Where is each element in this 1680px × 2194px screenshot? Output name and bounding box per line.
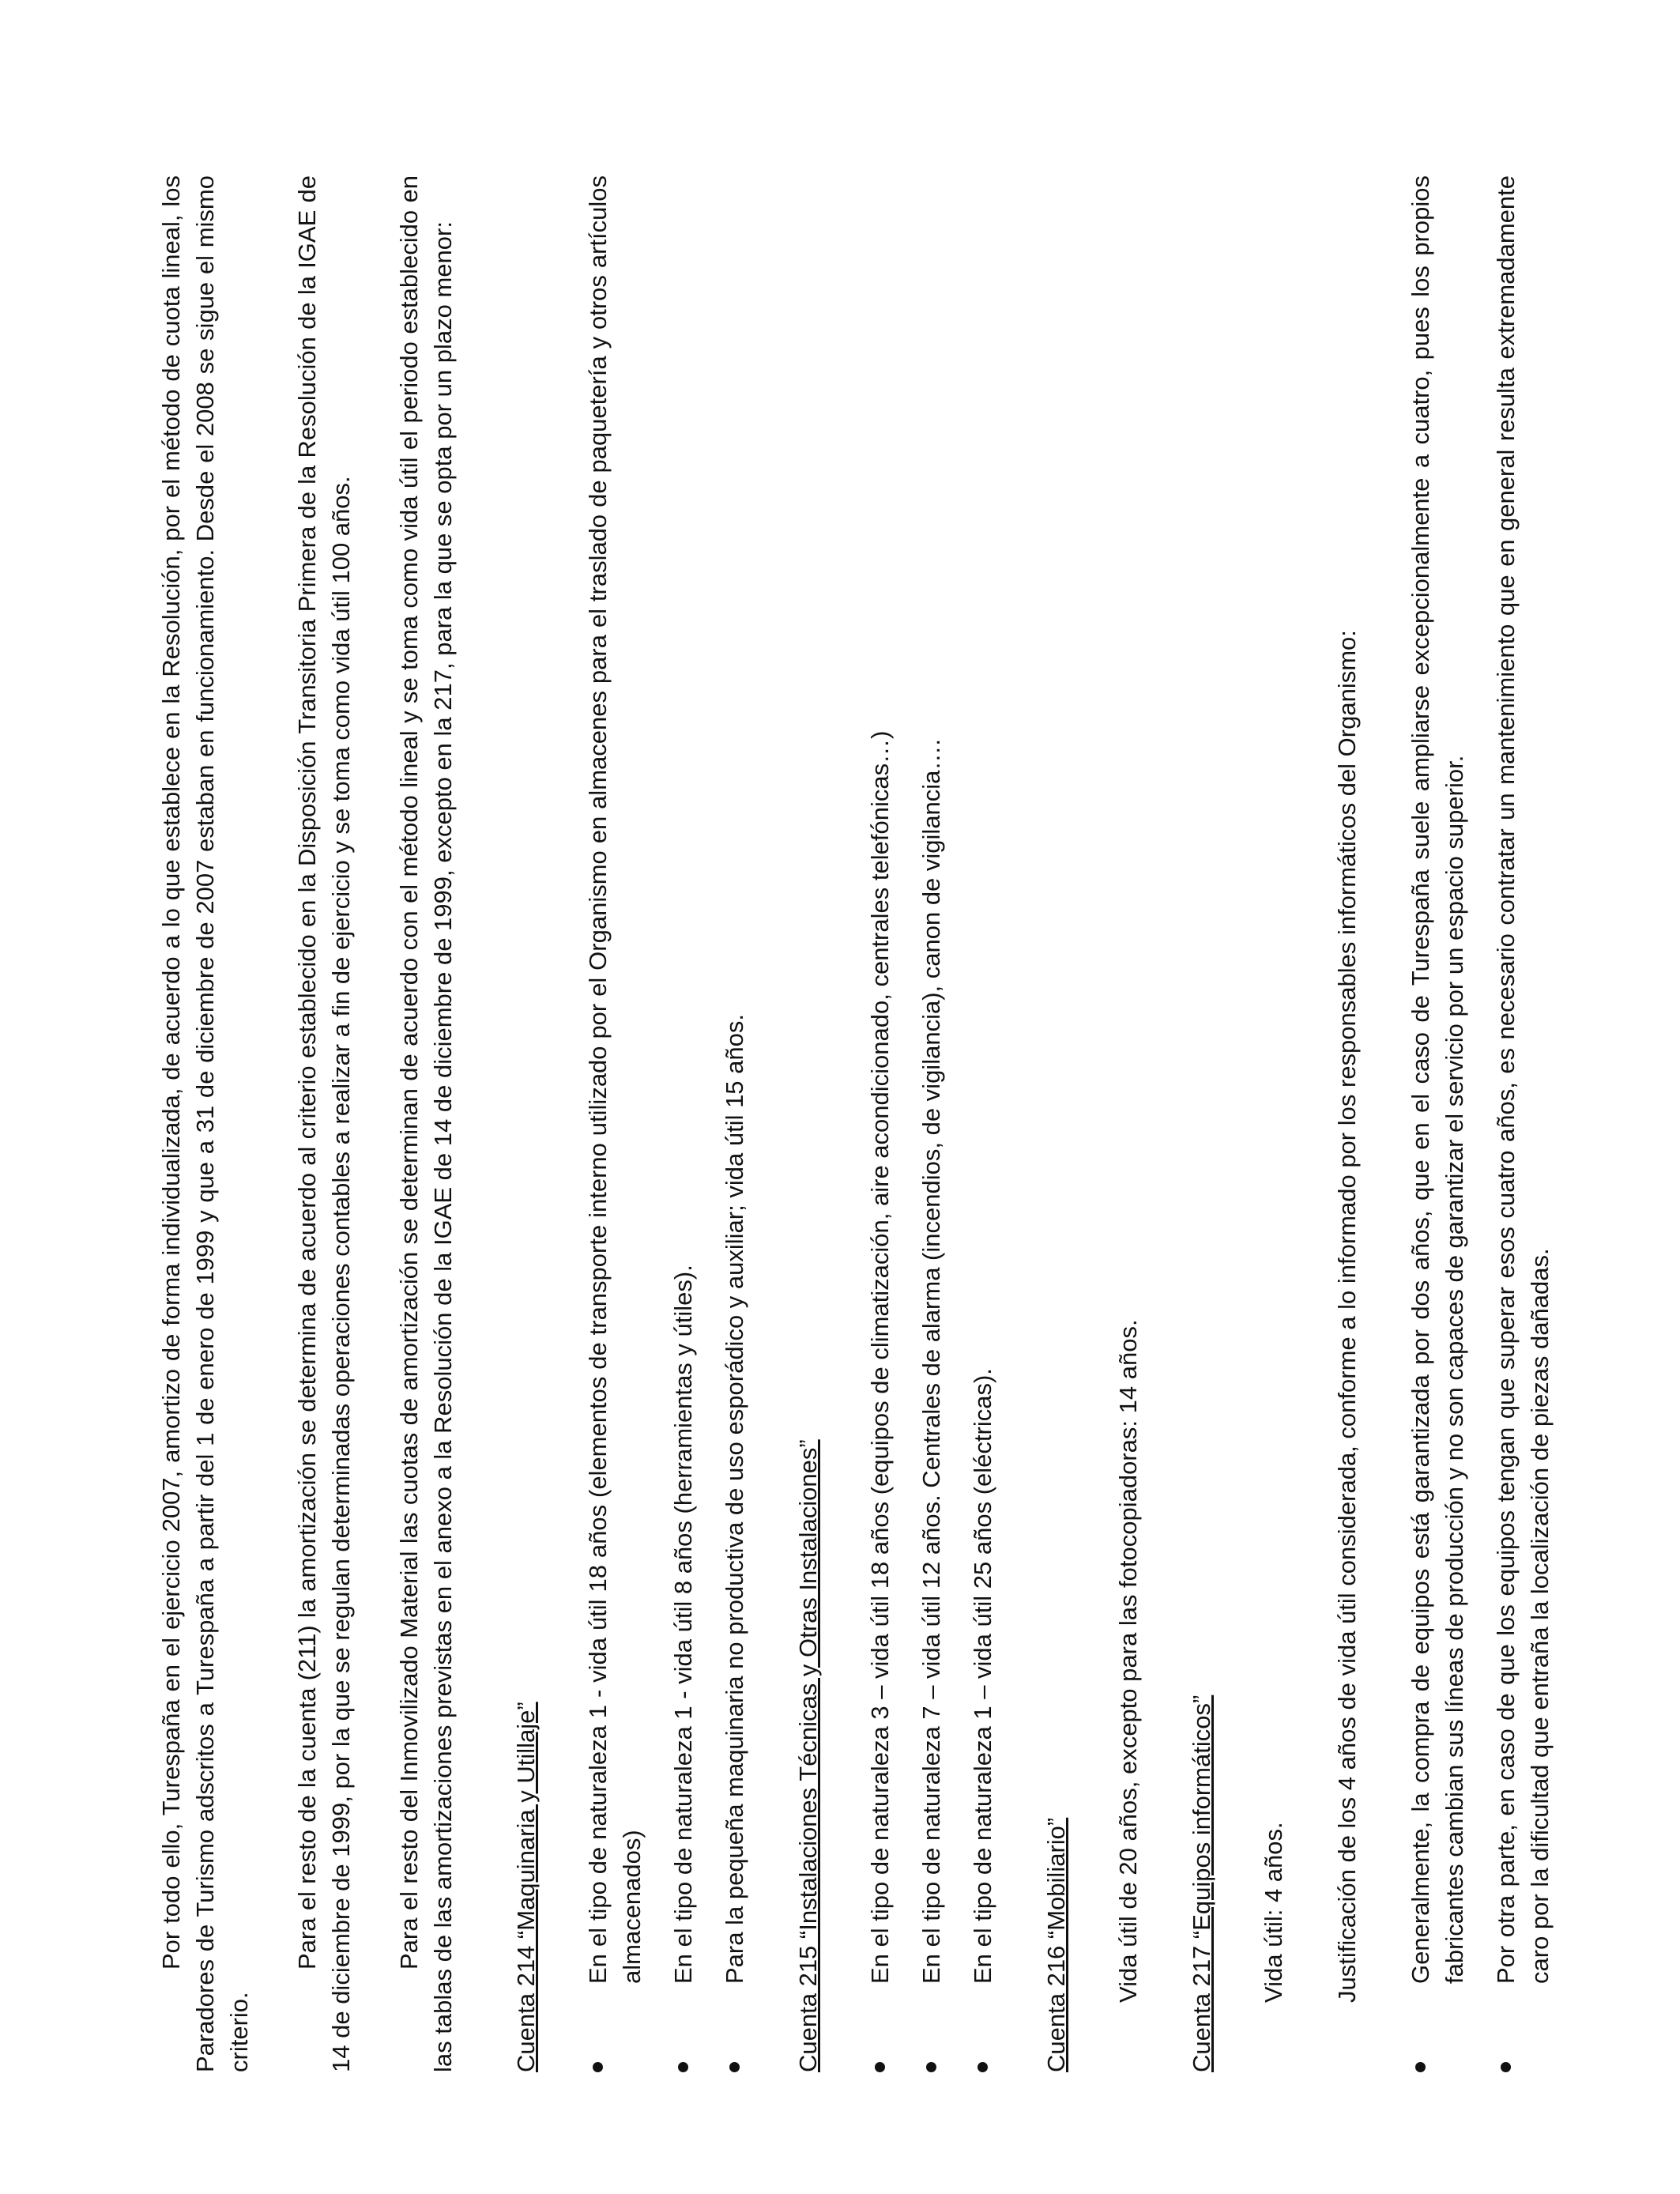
list-item: [966, 175, 1000, 2072]
list-item: [914, 175, 948, 2072]
paragraph-paradores-amortization: Por todo ello, Turespaña en el ejercicio 2007, amortizo de forma individualizada, de acuerdo a lo que establece en la Resolución, por el método de cuota lineal, los Paradores de Turismo adscritos a Turespaña a partir del 1 de enero de 1999 y que a 31 de diciembre de 2007 estaban en funcionamiento. Desde el 2008 se sigue el mismo criterio.: [157, 175, 253, 2072]
heading-cuenta-216: Cuenta 216 “Mobiliario”: [1042, 1817, 1070, 2072]
document-body: [154, 175, 1596, 2072]
list-item-text: En el tipo de naturaleza 1 - vida útil 8 años (herramientas y útiles).: [669, 1265, 697, 1984]
list-item: [1489, 175, 1557, 2072]
heading-cuenta-215: Cuenta 215 “Instalaciones Técnicas y Otras Instalaciones”: [794, 1439, 822, 2072]
list-item-text: Para la pequeña maquinaria no productiva de uso esporádico y auxiliar; vida útil 15 años.: [721, 1014, 748, 1984]
list-item: [1403, 175, 1471, 2072]
heading-cuenta-217: Cuenta 217 “Equipos informáticos”: [1188, 1695, 1215, 2072]
heading-cuenta-214: Cuenta 214 “Maquinaria y Utillaje”: [512, 1702, 540, 2072]
bullet-icon: [1415, 2062, 1426, 2072]
list-item-text: En el tipo de naturaleza 3 – vida útil 18 años (equipos de climatización, aire acondicionado, centrales telefónicas…): [866, 730, 894, 1984]
bullet-icon: [875, 2062, 885, 2072]
paragraph-inmovilizado-material: Para el resto del Inmovilizado Material las cuotas de amortización se determinan de acuerdo con el método lineal y se toma como vida útil el periodo establecido en las tablas de las amortizaciones previstas en el anexo a la Resolución de la IGAE de 14 de diciembre de 1999, excepto en la 217, para la que se opta por un plazo menor:: [395, 175, 457, 2072]
list-item-text: Generalmente, la compra de equipos está garantizada por dos años, que en el caso de Turespaña suele ampliarse excepcionalmente a cuatro, pues los propios fabricantes cambian sus líneas de producción y no son capaces de garantizar el servicio por un espacio superior.: [1407, 175, 1468, 1984]
list-item: [666, 175, 700, 2072]
bullet-icon: [729, 2062, 740, 2072]
text-justification: Justificación de los 4 años de vida útil considerada, conforme a lo informado por los responsables informáticos del Organismo:: [1333, 630, 1361, 2003]
list-cuenta-214: [581, 175, 751, 2072]
bullet-icon: [1501, 2062, 1511, 2072]
text-cuenta-216: Vida útil de 20 años, excepto para las fotocopiadoras: 14 años.: [1114, 1319, 1142, 2003]
paragraph-account-211: Para el resto de la cuenta (211) la amortización se determina de acuerdo al criterio establecido en la Disposición Transitoria Primera de la Resolución de la IGAE de 14 de diciembre de 1999, por la que se regulan determinadas operaciones contables a realizar a fin de ejercicio y se toma como vida útil 100 años.: [293, 175, 355, 2072]
list-item: [718, 175, 751, 2072]
list-item-text: En el tipo de naturaleza 1 - vida útil 18 años (elementos de transporte interno utilizado por el Organismo en almacenes para el traslado de paquetería y otros artículos almacenados): [584, 175, 646, 1984]
list-item-text: En el tipo de naturaleza 1 – vida útil 25 años (eléctricas).: [969, 1368, 996, 1984]
bullet-icon: [926, 2062, 936, 2072]
bullet-icon: [977, 2062, 988, 2072]
list-item-text: En el tipo de naturaleza 7 – vida útil 12 años. Centrales de alarma (incendios, de vigilancia), canon de vigilancia….: [917, 738, 945, 1984]
list-item: [863, 175, 897, 2072]
bullet-icon: [593, 2062, 603, 2072]
text-cuenta-217: Vida útil: 4 años.: [1260, 1822, 1287, 2003]
bullet-icon: [678, 2062, 688, 2072]
list-cuenta-215: [863, 175, 1000, 2072]
list-item: [581, 175, 649, 2072]
list-item-text: Por otra parte, en caso de que los equipos tengan que superar esos cuatro años, es necesario contratar un mantenimiento que en general resulta extremadamente caro por la dificultad que entraña la localización de piezas dañadas.: [1492, 175, 1554, 1984]
list-cuenta-217: [1403, 175, 1557, 2072]
